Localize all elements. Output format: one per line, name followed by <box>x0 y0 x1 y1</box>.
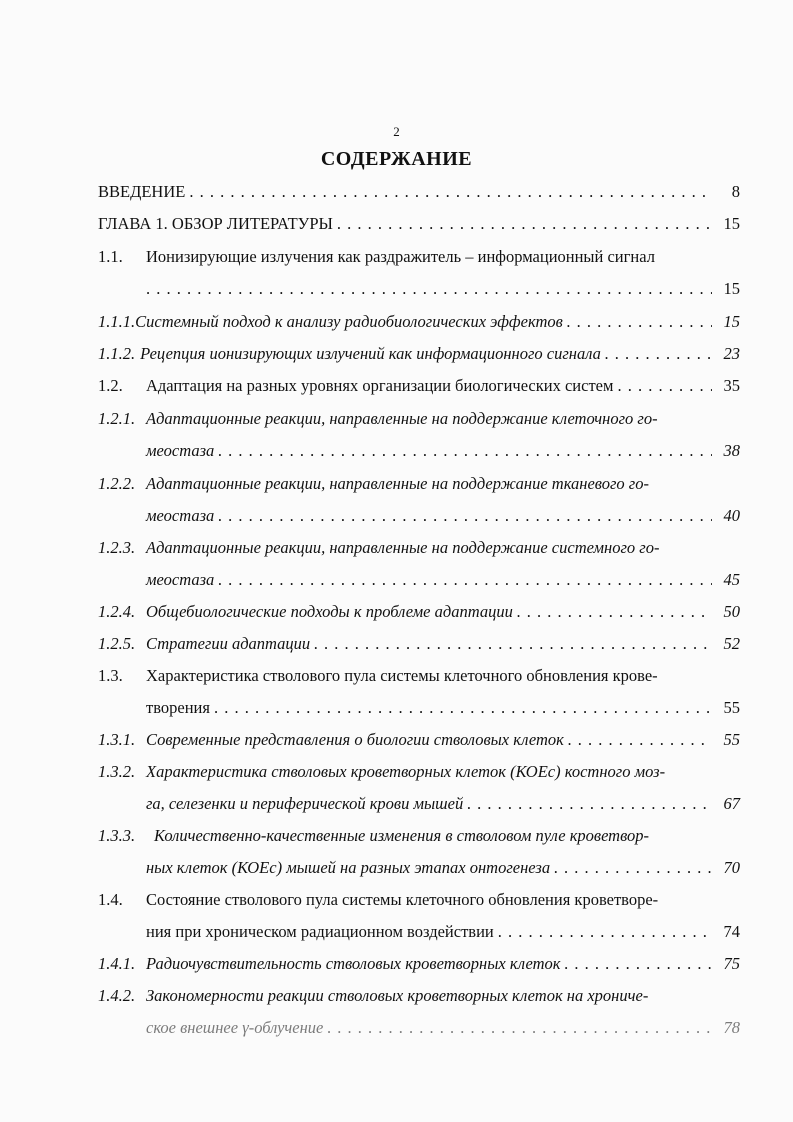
toc-entry-page: 15 <box>723 279 740 298</box>
toc-entry-1-1-cont[interactable] <box>146 279 740 305</box>
toc-leader-dots <box>498 922 712 942</box>
toc-entry-number: 1.1.2. <box>98 344 136 363</box>
toc-entry-1-3-2-cont[interactable] <box>146 794 740 820</box>
toc-entry-number: 1.3.2. <box>98 762 136 781</box>
toc-entry-1-1-1[interactable] <box>98 312 740 338</box>
toc-entry-1-2[interactable] <box>98 376 740 402</box>
toc-leader-dots <box>517 602 712 622</box>
page-number: 2 <box>393 124 400 139</box>
toc-entry-number: 1.3. <box>98 666 123 685</box>
toc-leader-dots <box>568 730 712 750</box>
toc-entry-text: Адаптационные реакции, направленные на поддержание системного го- <box>146 538 660 557</box>
toc-entry-page: 15 <box>723 312 740 331</box>
toc-entry-1-3[interactable] <box>98 666 740 692</box>
toc-entry-1-2-5[interactable] <box>98 634 740 660</box>
toc-entry-page: 8 <box>731 182 740 201</box>
toc-entry-page: 70 <box>723 858 740 877</box>
toc-entry-number: 1.4. <box>98 890 123 909</box>
toc-entry-text: Рецепция ионизирующих излучений как информационного сигнала <box>140 344 601 363</box>
toc-entry-text: Количественно-качественные изменения в стволовом пуле кроветвор- <box>154 826 650 845</box>
toc-entry-1-1[interactable] <box>98 247 740 273</box>
toc-entry-number: 1.1. <box>98 247 123 266</box>
toc-entry-number: 1.3.3. <box>98 826 136 845</box>
toc-entry-1-2-1-cont[interactable] <box>146 441 740 467</box>
toc-entry-page: 52 <box>723 634 740 653</box>
toc-entry-1-2-2[interactable] <box>98 474 740 500</box>
toc-entry-1-3-2[interactable] <box>98 762 740 788</box>
toc-entry-page: 40 <box>723 506 740 525</box>
toc-entry-1-3-3-cont[interactable] <box>146 858 740 884</box>
toc-entry-chapter-1[interactable] <box>98 214 740 240</box>
toc-entry-number: 1.2.4. <box>98 602 136 621</box>
toc-entry-number: 1.3.1. <box>98 730 136 749</box>
toc-entry-text: Радиочувствительность стволовых кроветворных клеток <box>146 954 561 973</box>
toc-entry-1-1-2[interactable] <box>98 344 740 370</box>
toc-entry-text: Характеристика стволового пула системы клеточного обновления крове- <box>146 666 658 685</box>
toc-leader-dots <box>567 312 712 332</box>
toc-entry-1-3-cont[interactable] <box>146 698 740 724</box>
toc-entry-text: Системный подход к анализу радиобиологических эффектов <box>135 312 563 331</box>
toc-entry-text: Ионизирующие излучения как раздражитель – информационный сигнал <box>146 247 655 266</box>
toc-entry-1-4-1[interactable] <box>98 954 740 980</box>
toc-entry-page: 38 <box>723 441 740 460</box>
toc-entry-number: 1.2.3. <box>98 538 136 557</box>
toc-entry-1-4-cont[interactable] <box>146 922 740 948</box>
toc-entry-page: 75 <box>723 954 740 973</box>
toc-entry-1-3-1[interactable] <box>98 730 740 756</box>
toc-entry-text: Адаптационные реакции, направленные на поддержание тканевого го- <box>146 474 649 493</box>
toc-entry-page: 55 <box>723 730 740 749</box>
toc-entry-introduction[interactable] <box>98 182 740 208</box>
toc-entry-text: Стратегии адаптации <box>146 634 311 653</box>
toc-entry-1-2-3[interactable] <box>98 538 740 564</box>
toc-entry-page: 15 <box>723 214 740 233</box>
toc-entry-page: 35 <box>723 376 740 395</box>
toc-entry-text: Современные представления о биологии стволовых клеток <box>146 730 564 749</box>
toc-entry-1-2-3-cont[interactable] <box>146 570 740 596</box>
toc-leader-dots <box>617 376 712 396</box>
toc-entry-1-2-1[interactable] <box>98 409 740 435</box>
toc-entry-number: 1.2.5. <box>98 634 136 653</box>
toc-leader-dots <box>146 279 712 299</box>
toc-entry-1-4-2[interactable] <box>98 986 740 1012</box>
toc-leader-dots <box>565 954 712 974</box>
toc-entry-text: Адаптационные реакции, направленные на поддержание клеточного го- <box>146 409 658 428</box>
toc-entry-number: 1.2.2. <box>98 474 136 493</box>
toc-leader-dots <box>218 441 712 461</box>
toc-entry-continuation: ское внешнее γ-облучение <box>146 1018 324 1037</box>
toc-entry-number: 1.2.1. <box>98 409 136 428</box>
toc-entry-1-4-2-cont[interactable] <box>146 1018 740 1044</box>
toc-entry-page: 50 <box>723 602 740 621</box>
toc-entry-page: 45 <box>723 570 740 589</box>
toc-entry-page: 74 <box>723 922 740 941</box>
toc-leader-dots <box>218 506 712 526</box>
toc-entry-page: 23 <box>723 344 740 363</box>
toc-entry-text: Адаптация на разных уровнях организации биологических систем <box>146 376 614 395</box>
toc-entry-1-4[interactable] <box>98 890 740 916</box>
toc-entry-number: 1.4.1. <box>98 954 136 973</box>
toc-entry-text: Характеристика стволовых кроветворных клеток (КОЕс) костного моз- <box>146 762 666 781</box>
toc-entry-continuation: творения <box>146 698 210 717</box>
toc-entry-1-3-3[interactable] <box>98 826 740 852</box>
toc-entry-1-2-2-cont[interactable] <box>146 506 740 532</box>
toc-entry-1-2-4[interactable] <box>98 602 740 628</box>
toc-entry-text: ВВЕДЕНИЕ <box>98 182 186 201</box>
toc-leader-dots <box>327 1018 712 1038</box>
toc-entry-number: 1.4.2. <box>98 986 136 1005</box>
toc-leader-dots <box>214 698 712 718</box>
toc-entry-text: Закономерности реакции стволовых кроветворных клеток на хрониче- <box>146 986 649 1005</box>
toc-leader-dots <box>467 794 712 814</box>
toc-entry-continuation: ных клеток (КОЕс) мышей на разных этапах онтогенеза <box>146 858 551 877</box>
toc-leader-dots <box>314 634 712 654</box>
toc-leader-dots <box>218 570 712 590</box>
page-title: СОДЕРЖАНИЕ <box>320 148 473 170</box>
toc-entry-text: ГЛАВА 1. ОБЗОР ЛИТЕРАТУРЫ <box>98 214 333 233</box>
toc-entry-text: Общебиологические подходы к проблеме адаптации <box>146 602 513 621</box>
toc-entry-continuation: га, селезенки и периферической крови мышей <box>146 794 464 813</box>
toc-entry-number: 1.1.1. <box>98 312 136 331</box>
toc-leader-dots <box>189 182 712 202</box>
toc-entry-page: 67 <box>723 794 740 813</box>
toc-leader-dots <box>554 858 712 878</box>
toc-entry-page: 55 <box>723 698 740 717</box>
toc-entry-continuation: ния при хроническом радиационном воздействии <box>146 922 494 941</box>
toc-entry-continuation: меостаза <box>146 570 215 589</box>
toc-entry-continuation: меостаза <box>146 506 215 525</box>
toc-leader-dots <box>337 214 712 234</box>
toc-leader-dots <box>605 344 712 364</box>
toc-entry-continuation: меостаза <box>146 441 215 460</box>
toc-entry-text: Состояние стволового пула системы клеточного обновления кроветворе- <box>146 890 659 909</box>
toc-entry-number: 1.2. <box>98 376 123 395</box>
toc-entry-page: 78 <box>723 1018 740 1037</box>
